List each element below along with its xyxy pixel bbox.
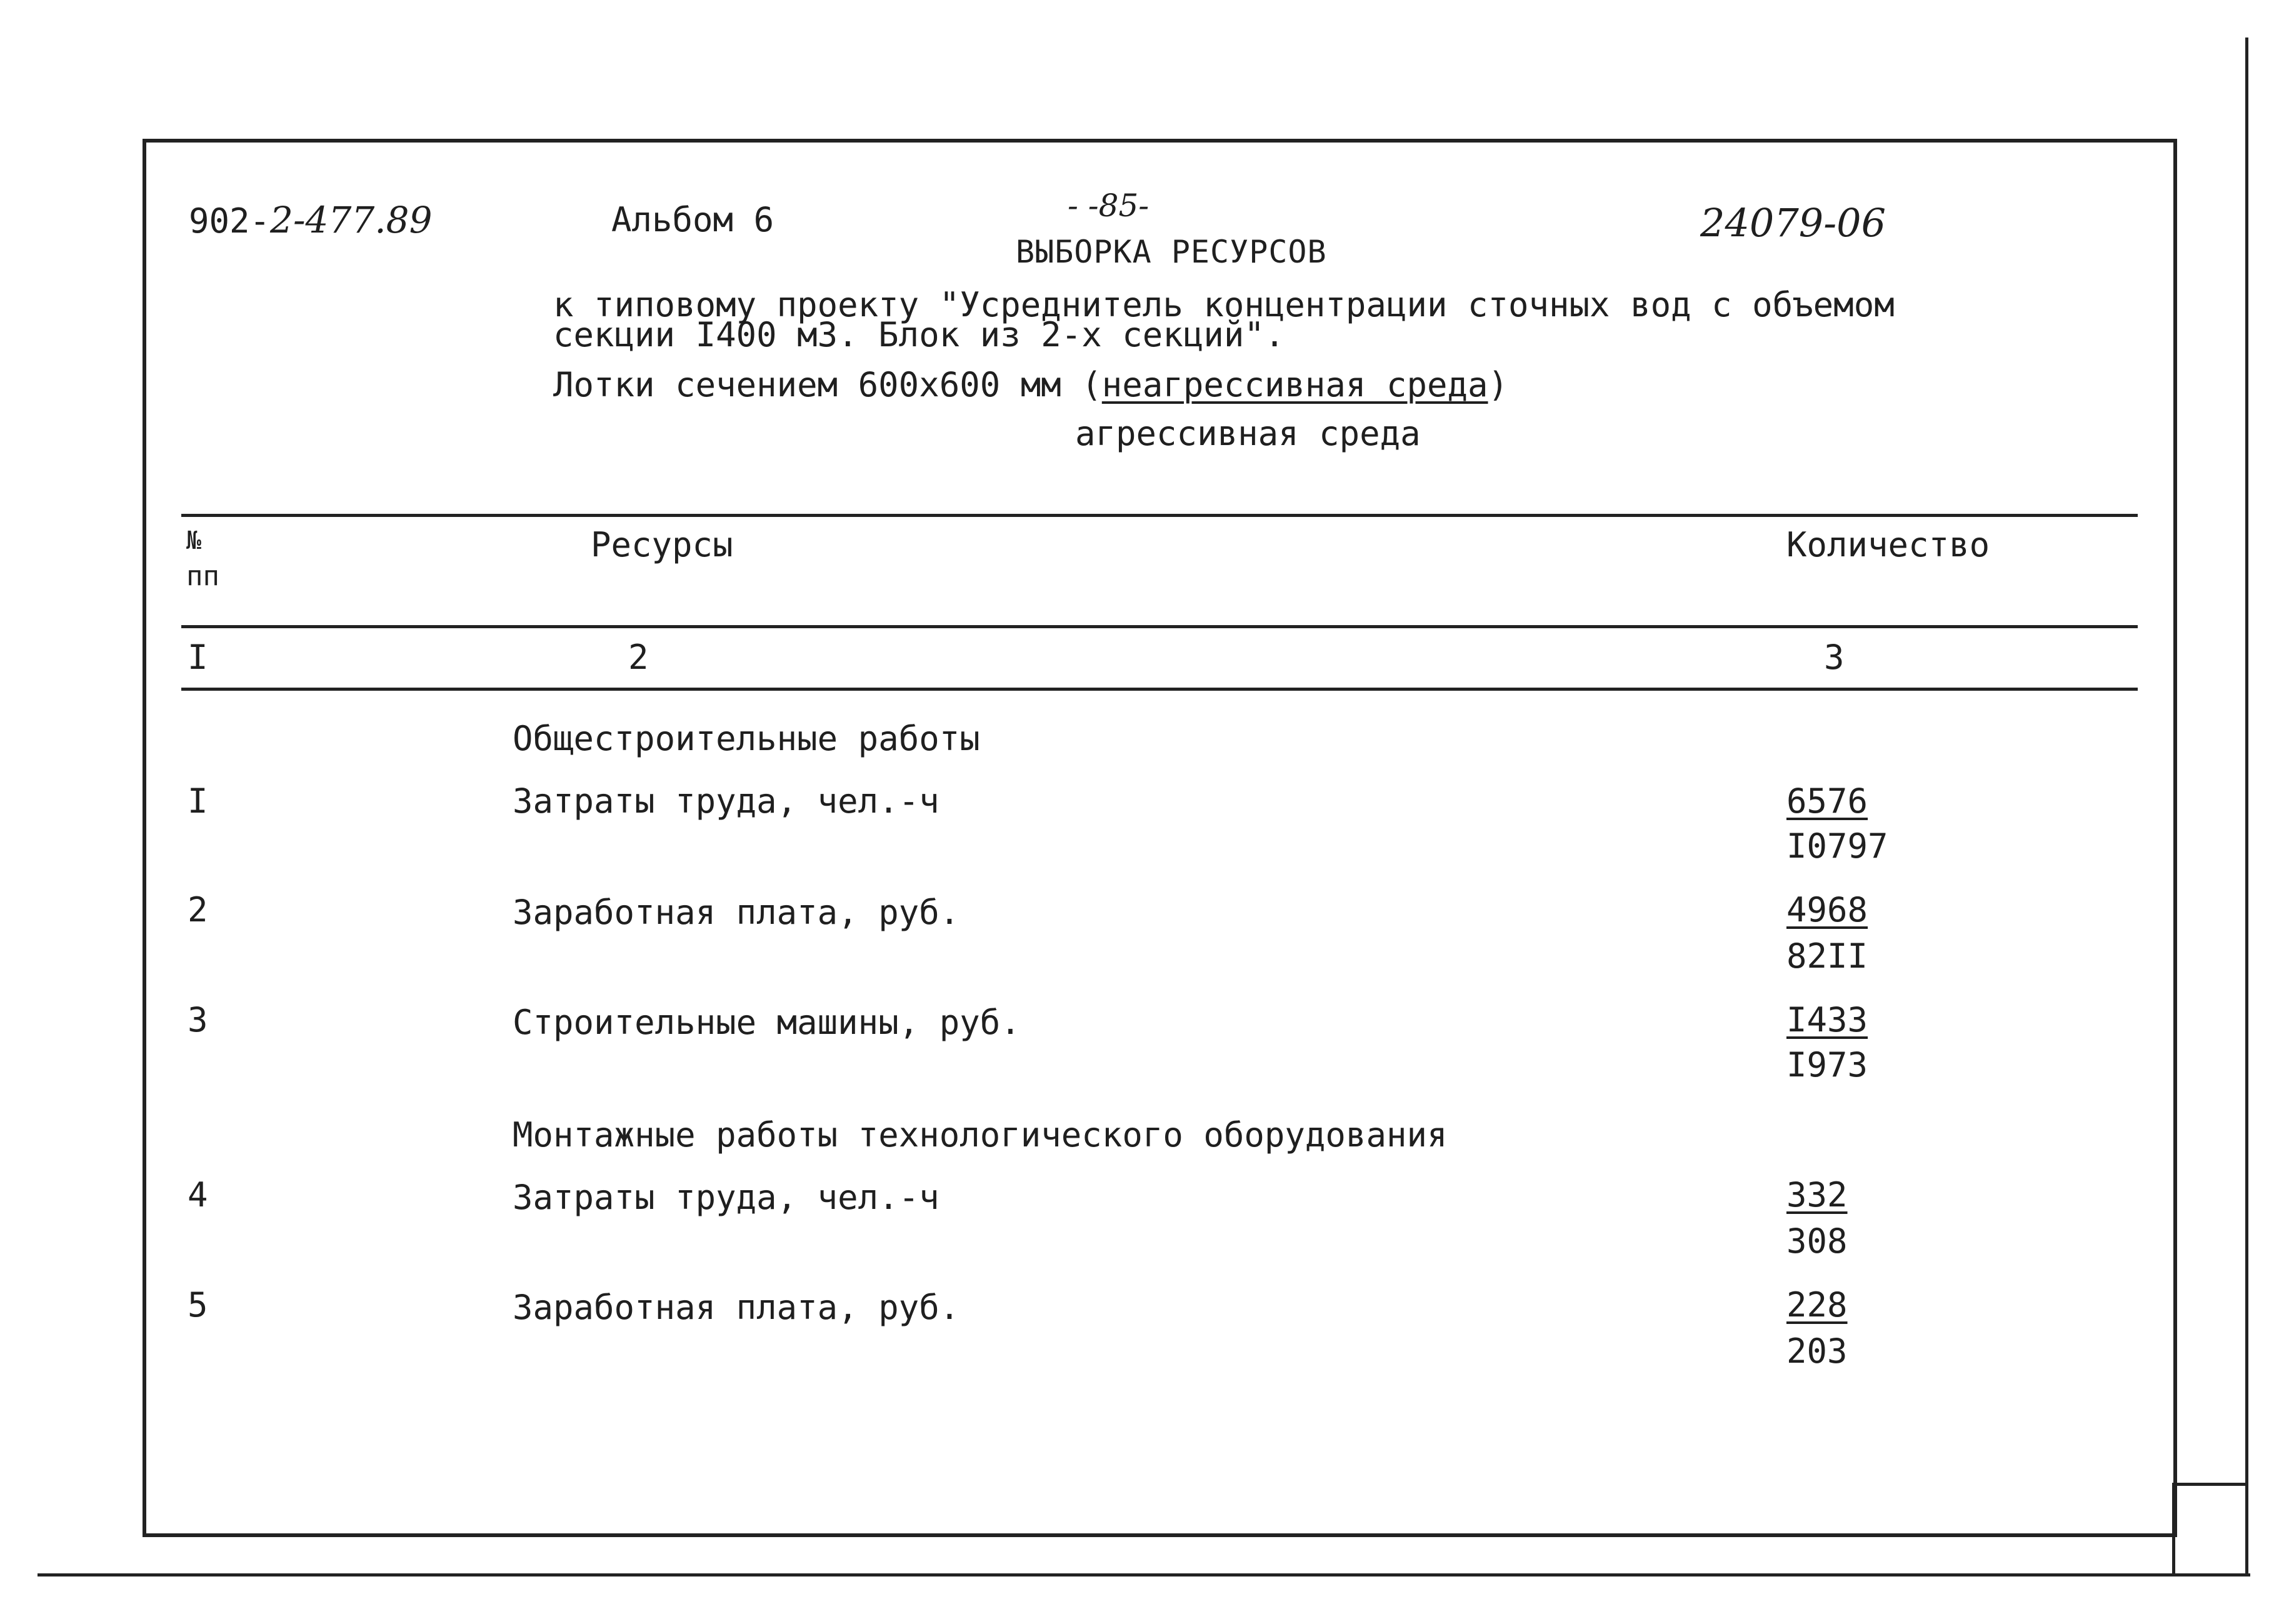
table-row-1-resource: Затраты труда, чел.-ч bbox=[513, 781, 939, 821]
description-line-3 bbox=[553, 365, 1508, 404]
column-number-3: 3 bbox=[1824, 638, 1845, 677]
table-row-1-qty-bottom: I0797 bbox=[1786, 826, 1888, 866]
table-row-2-num: 2 bbox=[188, 890, 208, 930]
album-label: Альбом 6 bbox=[611, 200, 774, 239]
table-row-5-qty-top: 228 bbox=[1786, 1285, 1848, 1325]
section-title-general-construction: Общестроительные работы bbox=[513, 719, 980, 758]
table-row-5-qty-bottom: 203 bbox=[1786, 1331, 1848, 1371]
description-line-3-prefix: Лотки сечением 600х600 мм ( bbox=[553, 365, 1102, 404]
description-line-3-suffix: ) bbox=[1488, 365, 1509, 404]
document-title: ВЫБОРКА РЕСУРСОВ bbox=[1016, 234, 1327, 270]
table-row-2-qty-top: 4968 bbox=[1786, 890, 1868, 930]
header-col-num-bottom: пп bbox=[186, 560, 219, 592]
table-row-2-qty-bottom: 82II bbox=[1786, 936, 1868, 976]
table-row-3-qty-top: I433 bbox=[1786, 1000, 1868, 1040]
table-row-3-resource: Строительные машины, руб. bbox=[513, 1003, 1021, 1042]
doc-code bbox=[189, 199, 433, 241]
stamp-box bbox=[2172, 1483, 2248, 1576]
column-number-1: I bbox=[188, 638, 208, 677]
section-title-equipment-installation: Монтажные работы технологического оборудования bbox=[513, 1115, 1448, 1155]
column-number-2: 2 bbox=[628, 638, 649, 677]
bottom-edge-line bbox=[38, 1573, 2250, 1576]
table-row-4-resource: Затраты труда, чел.-ч bbox=[513, 1178, 939, 1217]
doc-code-printed: 902- bbox=[189, 201, 271, 241]
table-row-3-qty-bottom: I973 bbox=[1786, 1045, 1868, 1085]
description-line-1: к типовому проекту "Усреднитель концентрации сточных вод с объемом bbox=[553, 285, 1895, 324]
table-row-5-num: 5 bbox=[188, 1285, 208, 1325]
description-line-2: секции I400 м3. Блок из 2-х секций". bbox=[553, 315, 1285, 354]
header-col-num-top: № bbox=[186, 526, 202, 555]
table-row-4-num: 4 bbox=[188, 1175, 208, 1215]
table-row-4-qty-top: 332 bbox=[1786, 1175, 1848, 1215]
doc-code-handwritten: 2-477.89 bbox=[270, 199, 433, 241]
page-number: - -85- bbox=[1068, 188, 1150, 224]
table-row-1-qty-top: 6576 bbox=[1786, 781, 1868, 821]
table-row-4-qty-bottom: 308 bbox=[1786, 1221, 1848, 1261]
description-line-4: агрессивная среда bbox=[1075, 414, 1421, 453]
table-row-2-resource: Заработная плата, руб. bbox=[513, 893, 960, 932]
inventory-number: 24079-06 bbox=[1700, 200, 1886, 246]
table-row-3-num: 3 bbox=[188, 1000, 208, 1040]
table-row-1-num: I bbox=[188, 781, 208, 821]
table-top-rule bbox=[181, 514, 2138, 517]
right-edge-line bbox=[2245, 38, 2248, 1563]
table-row-5-resource: Заработная плата, руб. bbox=[513, 1288, 960, 1327]
header-resources: Ресурсы bbox=[591, 525, 733, 564]
table-numbers-rule bbox=[181, 688, 2138, 691]
description-underlined-term: неагрессивная среда bbox=[1101, 365, 1488, 404]
table-header-rule bbox=[181, 625, 2138, 628]
header-quantity: Количество bbox=[1786, 525, 1990, 564]
